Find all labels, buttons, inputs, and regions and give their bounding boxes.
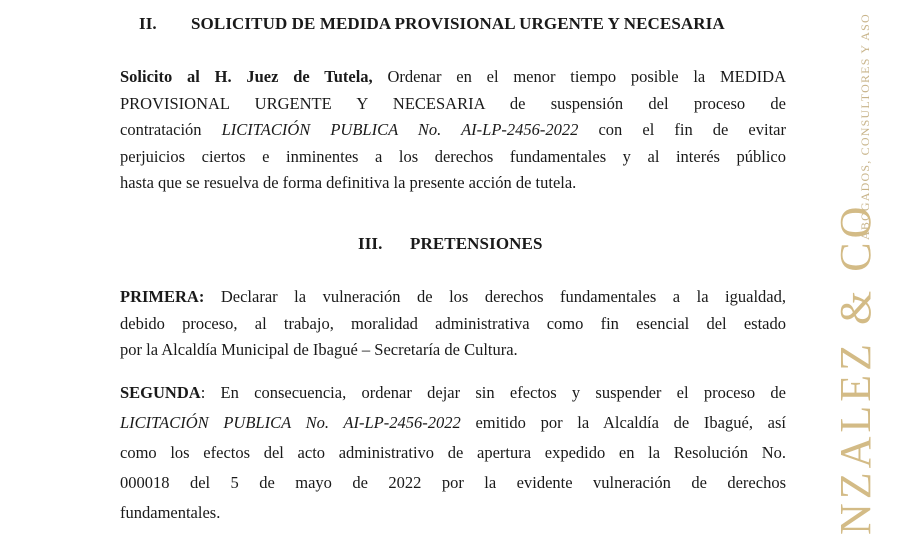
process-reference: LICITACIÓN PUBLICA No. AI-LP-2456-2022 bbox=[120, 413, 461, 432]
paragraph-line: por la Alcaldía Municipal de Ibagué – Secretaría de Cultura. bbox=[120, 340, 518, 359]
primera-paragraph bbox=[120, 284, 786, 364]
paragraph-line bbox=[120, 408, 786, 438]
section-number: III. bbox=[358, 234, 383, 253]
section-title: SOLICITUD DE MEDIDA PROVISIONAL URGENTE Y NECESARIA bbox=[191, 14, 725, 33]
paragraph-line bbox=[120, 378, 786, 408]
section-heading-iii bbox=[358, 234, 543, 254]
text-run: contratación bbox=[120, 120, 202, 139]
text-run: : En consecuencia, ordenar dejar sin efectos y suspender el proceso de bbox=[200, 383, 786, 402]
paragraph-line: como los efectos del acto administrativo de apertura expedido en la Resolución No. bbox=[120, 443, 786, 462]
text-run: Declarar la vulneración de los derechos fundamentales a la igualdad, bbox=[220, 287, 786, 306]
request-paragraph bbox=[120, 64, 786, 197]
paragraph-line bbox=[120, 64, 786, 91]
segunda-paragraph bbox=[120, 378, 786, 528]
text-run: Ordenar en el menor tiempo posible la MEDIDA bbox=[387, 67, 786, 86]
paragraph-line: perjuicios ciertos e inminentes a los derechos fundamentales y al interés público bbox=[120, 146, 786, 166]
text-run: con el fin de evitar bbox=[598, 120, 786, 139]
paragraph-line: hasta que se resuelva de forma definitiva la presente acción de tutela. bbox=[120, 173, 577, 192]
process-reference: LICITACIÓN PUBLICA No. AI-LP-2456-2022 bbox=[221, 120, 579, 139]
section-heading-ii bbox=[139, 14, 725, 34]
firm-tagline: ABOGADOS, CONSULTORES Y ASO bbox=[858, 13, 872, 240]
clause-label: PRIMERA: bbox=[120, 287, 205, 306]
text-run: emitido por la Alcaldía de Ibagué, así bbox=[475, 413, 786, 432]
paragraph-line: fundamentales. bbox=[120, 503, 221, 522]
section-title: PRETENSIONES bbox=[410, 234, 543, 253]
request-lead: Solicito al H. Juez de Tutela, bbox=[120, 67, 373, 86]
paragraph-line bbox=[120, 284, 786, 311]
firm-name-watermark: NZALEZ & CO bbox=[831, 202, 880, 535]
paragraph-line bbox=[120, 117, 786, 144]
paragraph-line: 000018 del 5 de mayo de 2022 por la evidente vulneración de derechos bbox=[120, 473, 786, 492]
paragraph-line: PROVISIONAL URGENTE Y NECESARIA de suspensión del proceso de bbox=[120, 93, 786, 113]
paragraph-line: debido proceso, al trabajo, moralidad administrativa como fin esencial del estado bbox=[120, 313, 786, 333]
section-number: II. bbox=[139, 14, 157, 33]
clause-label: SEGUNDA bbox=[120, 383, 201, 402]
